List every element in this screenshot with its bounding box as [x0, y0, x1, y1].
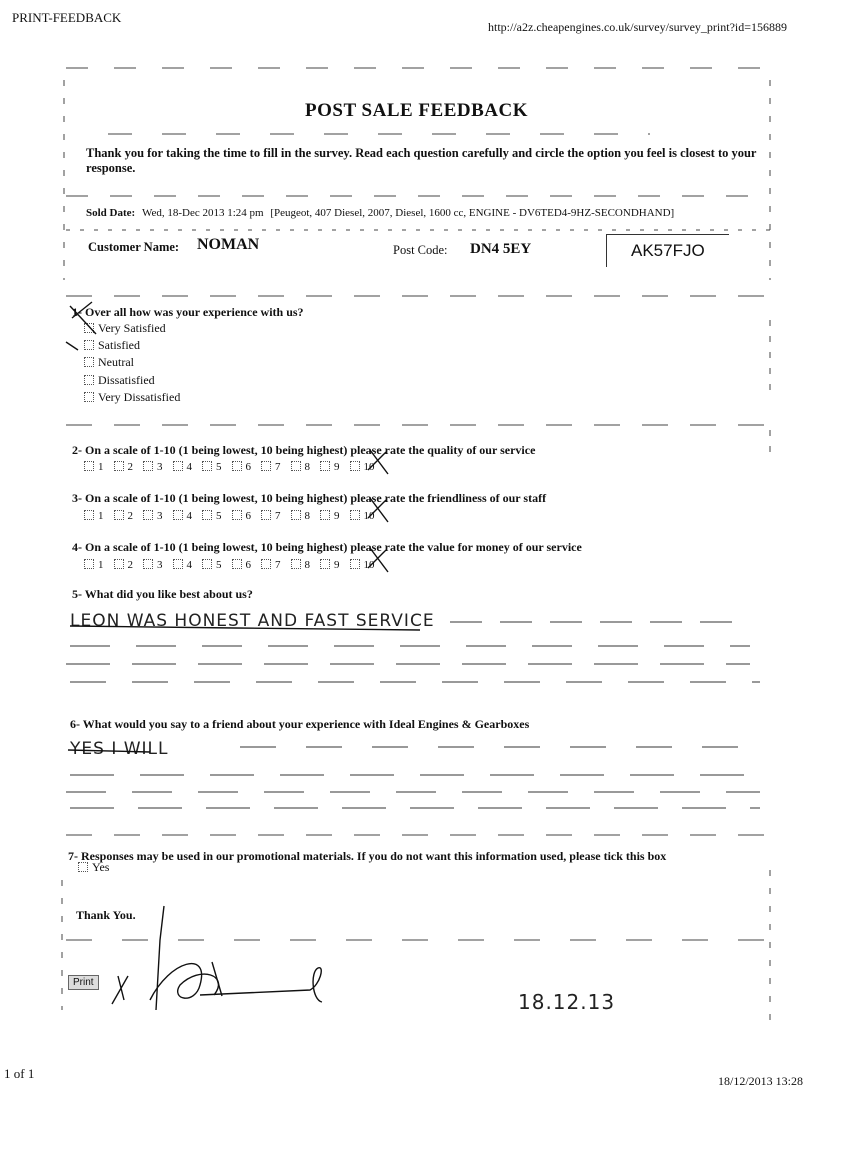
- print-button[interactable]: Print: [68, 975, 99, 990]
- scale-option[interactable]: 8: [291, 461, 311, 473]
- customer-name-label: Customer Name:: [88, 240, 180, 254]
- scale-option[interactable]: 3: [143, 461, 163, 473]
- handwritten-marks: [66, 302, 420, 752]
- sold-date-value: Wed, 18-Dec 2013 1:24 pm: [141, 207, 264, 219]
- question-1: 1- Over all how was your experience with us?: [72, 305, 304, 319]
- scale-option[interactable]: 10: [350, 461, 375, 473]
- scale-option[interactable]: 1: [84, 559, 104, 571]
- scale-option[interactable]: 3: [143, 559, 163, 571]
- q7-option-yes[interactable]: Yes: [78, 860, 109, 875]
- scale-option[interactable]: 6: [232, 559, 252, 571]
- q5-handwritten-answer[interactable]: LEON WAS HONEST AND FAST SERVICE: [70, 611, 435, 631]
- question-6: 6- What would you say to a friend about your experience with Ideal Engines & Gearboxes: [70, 717, 530, 731]
- scale-option[interactable]: 8: [291, 510, 311, 522]
- scale-option[interactable]: 1: [84, 510, 104, 522]
- q1-option-neutral[interactable]: Neutral: [84, 355, 134, 370]
- scale-option[interactable]: 4: [173, 510, 193, 522]
- question-7: 7- Responses may be used in our promotional materials. If you do not want this information used, please tick this box: [68, 849, 667, 863]
- vehicle-info: [Peugeot, 407 Diesel, 2007, Diesel, 1600 cc, ENGINE - DV6TED4-9HZ-SECONDHAND]: [270, 207, 675, 219]
- scale-option[interactable]: 9: [320, 510, 340, 522]
- page-count: 1 of 1: [4, 1066, 35, 1081]
- scale-option[interactable]: 6: [232, 461, 252, 473]
- question-2: 2- On a scale of 1-10 (1 being lowest, 10 being highest) please rate the quality of our service: [72, 443, 536, 457]
- q1-option-very-satisfied[interactable]: Very Satisfied: [84, 321, 166, 336]
- scale-option[interactable]: 7: [261, 510, 281, 522]
- thank-you-text: Thank You.: [76, 908, 136, 922]
- sold-date-label: Sold Date:: [86, 207, 136, 219]
- scale-option[interactable]: 7: [261, 559, 281, 571]
- post-code-value: DN4 5EY: [470, 241, 532, 257]
- scale-option[interactable]: 4: [173, 461, 193, 473]
- print-timestamp: 18/12/2013 13:28: [718, 1074, 804, 1088]
- customer-name-value: NOMAN: [197, 236, 260, 253]
- scale-option[interactable]: 2: [114, 510, 134, 522]
- q1-option-dissatisfied[interactable]: Dissatisfied: [84, 373, 155, 388]
- scale-option[interactable]: 2: [114, 461, 134, 473]
- scale-option[interactable]: 4: [173, 559, 193, 571]
- dashed-lines: [62, 68, 770, 1020]
- scale-option[interactable]: 2: [114, 559, 134, 571]
- scale-option[interactable]: 9: [320, 559, 340, 571]
- q1-option-satisfied[interactable]: Satisfied: [84, 338, 140, 353]
- scale-option[interactable]: 5: [202, 559, 222, 571]
- question-4: 4- On a scale of 1-10 (1 being lowest, 10 being highest) please rate the value for money of our service: [72, 540, 582, 554]
- scale-option[interactable]: 6: [232, 510, 252, 522]
- scale-option[interactable]: 5: [202, 461, 222, 473]
- print-header-url: http://a2z.cheapengines.co.uk/survey/survey_print?id=156889: [488, 20, 788, 34]
- handwritten-date: 18.12.13: [518, 990, 616, 1014]
- q5-answer-lines: [66, 622, 760, 682]
- q1-option-very-dissatisfied[interactable]: Very Dissatisfied: [84, 390, 180, 405]
- signature: [112, 906, 322, 1010]
- intro-text: Thank you for taking the time to fill in the survey. Read each question carefully and circle the option you feel is closest to your response.: [86, 146, 757, 175]
- scale-option[interactable]: 8: [291, 559, 311, 571]
- registration-box: AK57FJO: [606, 234, 729, 267]
- scale-option[interactable]: 5: [202, 510, 222, 522]
- scale-option[interactable]: 10: [350, 559, 375, 571]
- print-header-title: PRINT-FEEDBACK: [12, 10, 122, 25]
- scale-option[interactable]: 1: [84, 461, 104, 473]
- page-title: POST SALE FEEDBACK: [305, 100, 528, 121]
- question-3: 3- On a scale of 1-10 (1 being lowest, 10 being highest) please rate the friendliness of our staff: [72, 491, 547, 505]
- scale-option[interactable]: 3: [143, 510, 163, 522]
- q6-answer-lines: [66, 747, 760, 808]
- scale-option[interactable]: 10: [350, 510, 375, 522]
- q6-handwritten-answer[interactable]: YES I WILL: [70, 739, 169, 759]
- scale-option[interactable]: 7: [261, 461, 281, 473]
- post-code-label: Post Code:: [393, 243, 448, 257]
- question-5: 5- What did you like best about us?: [72, 587, 253, 601]
- scale-option[interactable]: 9: [320, 461, 340, 473]
